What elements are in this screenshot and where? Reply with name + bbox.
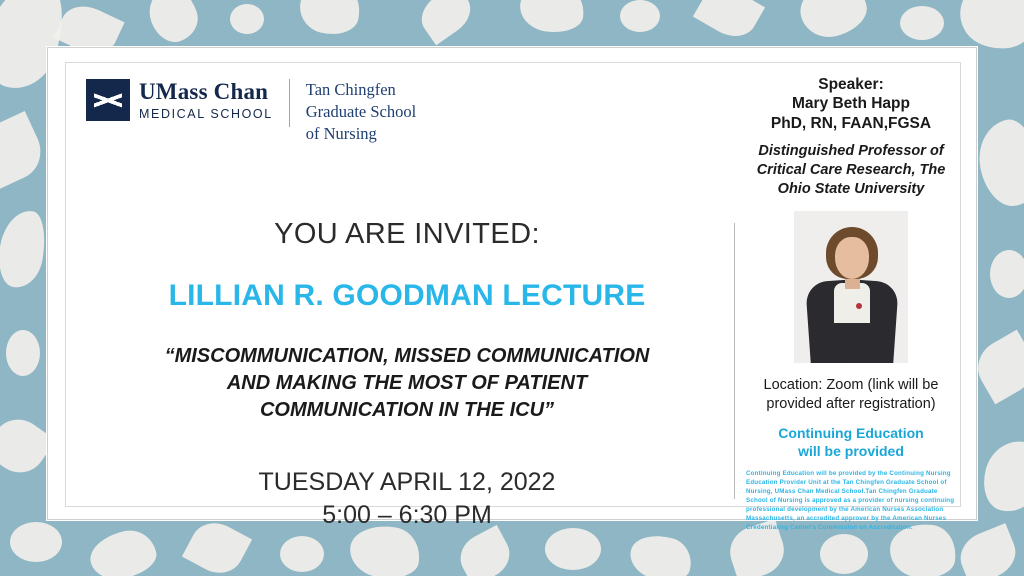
school-name bbox=[306, 79, 416, 144]
background-leaf bbox=[280, 536, 324, 572]
speaker-title-line-1: Distinguished Professor of bbox=[758, 143, 944, 160]
event-details bbox=[92, 218, 722, 532]
school-line-2: Graduate School bbox=[305, 101, 417, 121]
background-leaf bbox=[10, 522, 62, 562]
logo-divider bbox=[289, 79, 290, 127]
quote-line-2: AND MAKING THE MOST OF PATIENT bbox=[226, 372, 588, 394]
speaker-label: Speaker: bbox=[818, 76, 884, 93]
location-line-2: provided after registration) bbox=[766, 395, 936, 412]
background-leaf bbox=[794, 0, 872, 44]
event-datetime bbox=[92, 466, 722, 532]
background-leaf bbox=[625, 528, 697, 576]
background-leaf bbox=[142, 0, 204, 48]
background-leaf bbox=[0, 111, 50, 189]
umass-chan-wordmark bbox=[139, 79, 273, 121]
background-leaf bbox=[86, 526, 160, 576]
flyer-card-border bbox=[65, 62, 961, 532]
background-leaf bbox=[820, 534, 868, 574]
speaker-name: Mary Beth Happ bbox=[792, 95, 910, 113]
speaker-heading bbox=[746, 75, 956, 133]
flyer-card bbox=[47, 47, 977, 532]
speaker-credentials: PhD, RN, FAAN,FGSA bbox=[770, 114, 932, 132]
background-leaf bbox=[990, 250, 1024, 298]
background-leaf bbox=[0, 207, 50, 291]
lecture-title: LILLIAN R. GOODMAN LECTURE bbox=[168, 279, 646, 312]
ce-line-2: will be provided bbox=[798, 442, 904, 459]
location-line-1: Location: Zoom (link will be bbox=[763, 376, 939, 393]
university-name: UMass Chan bbox=[139, 79, 269, 104]
background-leaf bbox=[972, 115, 1024, 212]
speaker-headshot bbox=[794, 211, 908, 363]
speaker-title bbox=[746, 142, 956, 199]
background-leaf bbox=[693, 0, 765, 46]
background-leaf bbox=[6, 330, 40, 376]
school-line-3: of Nursing bbox=[305, 123, 377, 143]
event-date: TUESDAY APRIL 12, 2022 bbox=[258, 468, 556, 496]
background-leaf bbox=[900, 6, 944, 40]
background-leaf bbox=[977, 434, 1024, 518]
speaker-panel bbox=[746, 75, 956, 533]
background-leaf bbox=[453, 525, 518, 576]
background-leaf bbox=[545, 528, 601, 570]
event-location bbox=[746, 376, 956, 414]
university-subtitle: MEDICAL SCHOOL bbox=[139, 107, 273, 122]
quote-line-3: COMMUNICATION IN THE ICU” bbox=[259, 399, 555, 421]
logo-lockup bbox=[86, 79, 416, 144]
speaker-title-line-3: Ohio State University bbox=[777, 180, 925, 197]
invitation-headline: YOU ARE INVITED: bbox=[274, 218, 540, 250]
school-line-1: Tan Chingfen bbox=[305, 80, 396, 99]
continuing-education-note bbox=[746, 425, 956, 460]
background-leaf bbox=[413, 0, 479, 45]
accreditation-fineprint: Continuing Education will be provided by the Continuing Nursing Education Provider Unit at the Tan Chingfen Graduate School of Nursing, UMass Chan Medical School.Tan Chingfen Graduate School of Nursing is approved as a provider of nursing continuing professional development by the American Nurses Association Massachusetts, an accredited approver by the American Nurses Credentialing Center's Commission on Accreditation. bbox=[746, 470, 955, 532]
lecture-topic-quote bbox=[92, 343, 722, 424]
speaker-title-line-2: Critical Care Research, The bbox=[756, 161, 946, 178]
background-leaf bbox=[230, 4, 264, 34]
background-leaf bbox=[953, 523, 1022, 576]
background-leaf bbox=[517, 0, 587, 36]
ce-line-1: Continuing Education bbox=[778, 425, 924, 442]
background-leaf bbox=[295, 0, 365, 40]
background-leaf bbox=[620, 0, 660, 32]
quote-line-1: “MISCOMMUNICATION, MISSED COMMUNICATION bbox=[164, 345, 650, 367]
umass-chan-logo-mark-icon bbox=[86, 79, 130, 121]
column-divider bbox=[734, 223, 735, 499]
event-time: 5:00 – 6:30 PM bbox=[322, 501, 492, 529]
